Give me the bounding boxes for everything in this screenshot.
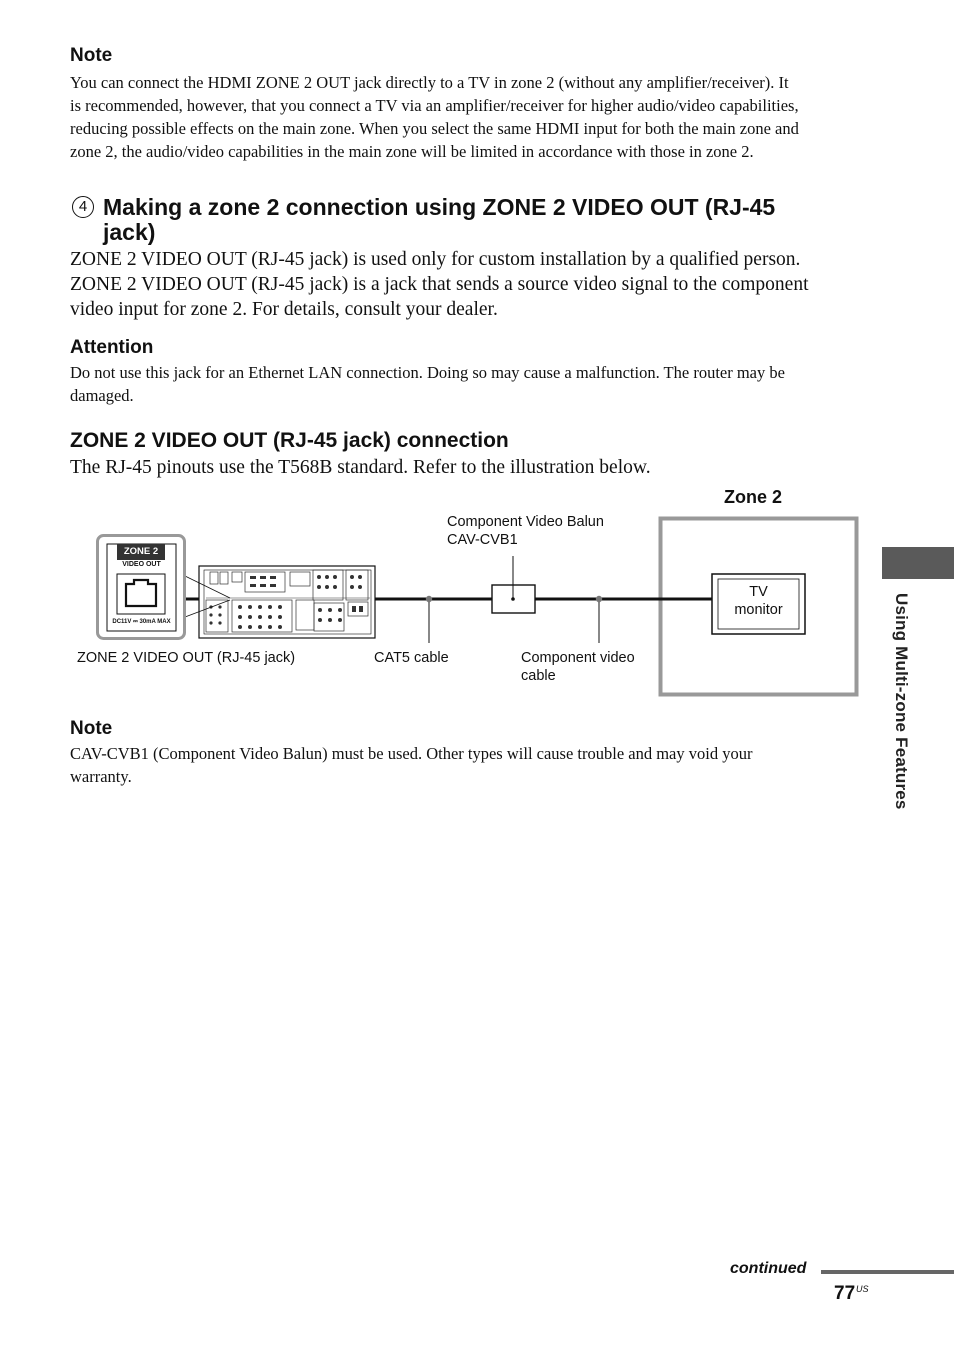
jack-panel-title: ZONE 2 [123, 546, 159, 557]
section-body-line: ZONE 2 VIDEO OUT (RJ-45 jack) is a jack that sends a source video signal to the component [70, 274, 809, 295]
section-title-line: jack) [103, 219, 156, 245]
note-line: zone 2, the audio/video capabilities in the main zone will be limited in accordance with those in zone 2. [70, 142, 754, 161]
page-suffix: US [856, 1284, 869, 1294]
continued-label: continued [730, 1260, 807, 1277]
note-heading: Note [70, 45, 113, 66]
balun-label-line: Component Video Balun [447, 514, 604, 530]
subsection-body: The RJ-45 pinouts use the T568B standard. Refer to the illustration below. [70, 457, 651, 478]
section-body-line: ZONE 2 VIDEO OUT (RJ-45 jack) is used only for custom installation by a qualified person. [70, 249, 801, 270]
note-line: is recommended, however, that you connect a TV via an amplifier/receiver for higher audio/video capabilities, [70, 96, 799, 115]
jack-panel-rating: DC11V ⎓ 30mA MAX [112, 619, 171, 625]
note-line: You can connect the HDMI ZONE 2 OUT jack directly to a TV in zone 2 (without any amplifier/receiver). It [70, 73, 789, 92]
step-number-badge: 4 [72, 196, 94, 218]
note2-line: warranty. [70, 767, 132, 786]
component-label-line: Component video [521, 650, 635, 666]
component-label-line: cable [521, 668, 556, 684]
tv-label-line: monitor [734, 602, 783, 618]
note2-text [70, 742, 880, 788]
component-callout-dot [596, 596, 602, 602]
side-tab-marker [882, 547, 954, 579]
subsection-title: ZONE 2 VIDEO OUT (RJ-45 jack) connection [70, 429, 509, 452]
component-cable-label [521, 649, 635, 685]
section-title-line: Making a zone 2 connection using ZONE 2 VIDEO OUT (RJ-45 [103, 194, 776, 220]
note2-line: CAV-CVB1 (Component Video Balun) must be used. Other types will cause trouble and may void your [70, 744, 753, 763]
cat5-label: CAT5 cable [374, 650, 449, 666]
balun-label [447, 513, 604, 549]
section-body-line: video input for zone 2. For details, consult your dealer. [70, 299, 498, 320]
note-line: reducing possible effects on the main zone. When you select the same HDMI input for both the main zone and [70, 119, 799, 138]
cat5-callout-dot [426, 596, 432, 602]
balun-label-line: CAV-CVB1 [447, 532, 518, 548]
attention-line: Do not use this jack for an Ethernet LAN connection. Doing so may cause a malfunction. The router may be [70, 363, 785, 382]
side-tab-label: Using Multi-zone Features [892, 593, 911, 810]
tv-monitor-label [718, 583, 799, 619]
zone-2-label: Zone 2 [724, 487, 783, 507]
note2-heading: Note [70, 718, 113, 739]
continued-bar [821, 1270, 954, 1274]
tv-label-line: TV [749, 584, 768, 600]
jack-label: ZONE 2 VIDEO OUT (RJ-45 jack) [77, 650, 296, 666]
attention-heading: Attention [70, 337, 154, 358]
page-number: 77 [834, 1283, 856, 1304]
attention-line: damaged. [70, 386, 134, 405]
jack-panel-sub: VIDEO OUT [122, 561, 161, 568]
